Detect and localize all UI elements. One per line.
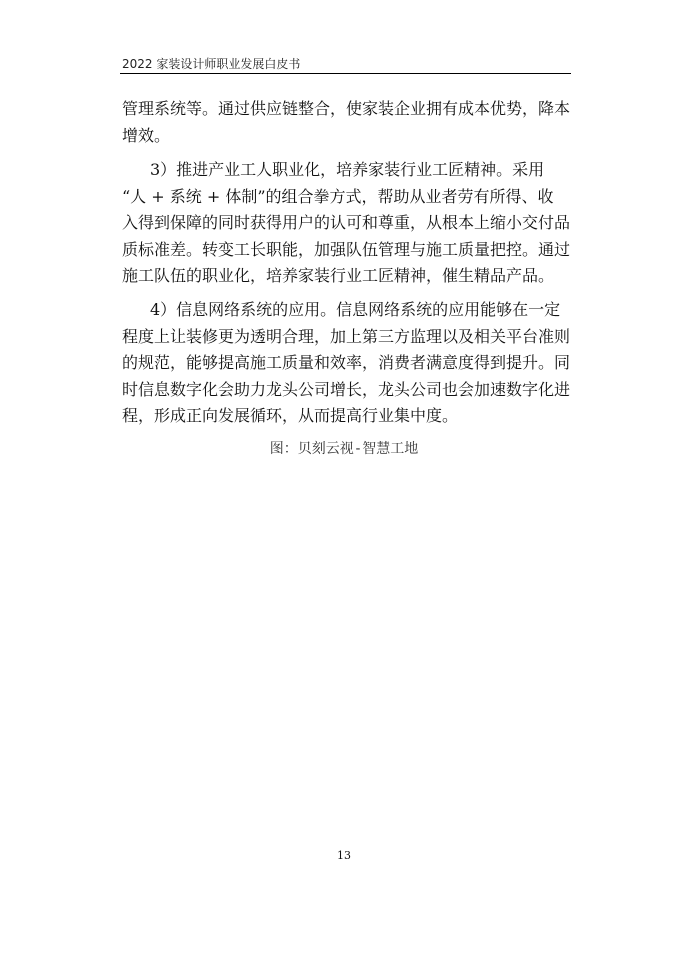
paragraph-line: 4）信息网络系统的应用。信息网络系统的应用能够在一定 <box>150 300 561 319</box>
paragraph-line: 施工队伍的职业化，培养家装行业工匠精神，催生精品产品。 <box>122 266 555 285</box>
paragraph-line: 管理系统等。通过供应链整合，使家装企业拥有成本优势，降本 <box>122 99 571 118</box>
paragraph-line: 入得到保障的同时获得用户的认可和尊重，从根本上缩小交付品 <box>122 213 571 232</box>
body-paragraph-3 <box>122 297 570 430</box>
figure-caption: 图：贝刻云视-智慧工地 <box>269 441 419 457</box>
paragraph-line: 3）推进产业工人职业化，培养家装行业工匠精神。采用 <box>150 160 545 179</box>
page-header-title: 2022 家装设计师职业发展白皮书 <box>122 57 301 71</box>
paragraph-line: 质标准差。转变工长职能，加强队伍管理与施工质量把控。通过 <box>122 239 571 259</box>
paragraph-line: 时信息数字化会助力龙头公司增长，龙头公司也会加速数字化进 <box>122 379 571 399</box>
paragraph-line: 的规范，能够提高施工质量和效率，消费者满意度得到提升。同 <box>122 353 571 372</box>
paragraph-line: 增效。 <box>122 125 171 145</box>
page-number: 13 <box>337 849 351 862</box>
header-divider <box>120 73 571 74</box>
paragraph-line: “人 + 系统 + 体制”的组合拳方式，帮助从业者劳有所得、收 <box>122 186 554 206</box>
body-paragraph-2 <box>122 157 570 290</box>
body-paragraph-1 <box>122 96 570 149</box>
paragraph-line: 程度上让装修更为透明合理，加上第三方监理以及相关平台准则 <box>122 326 571 346</box>
paragraph-line: 程，形成正向发展循环，从而提高行业集中度。 <box>122 406 459 425</box>
